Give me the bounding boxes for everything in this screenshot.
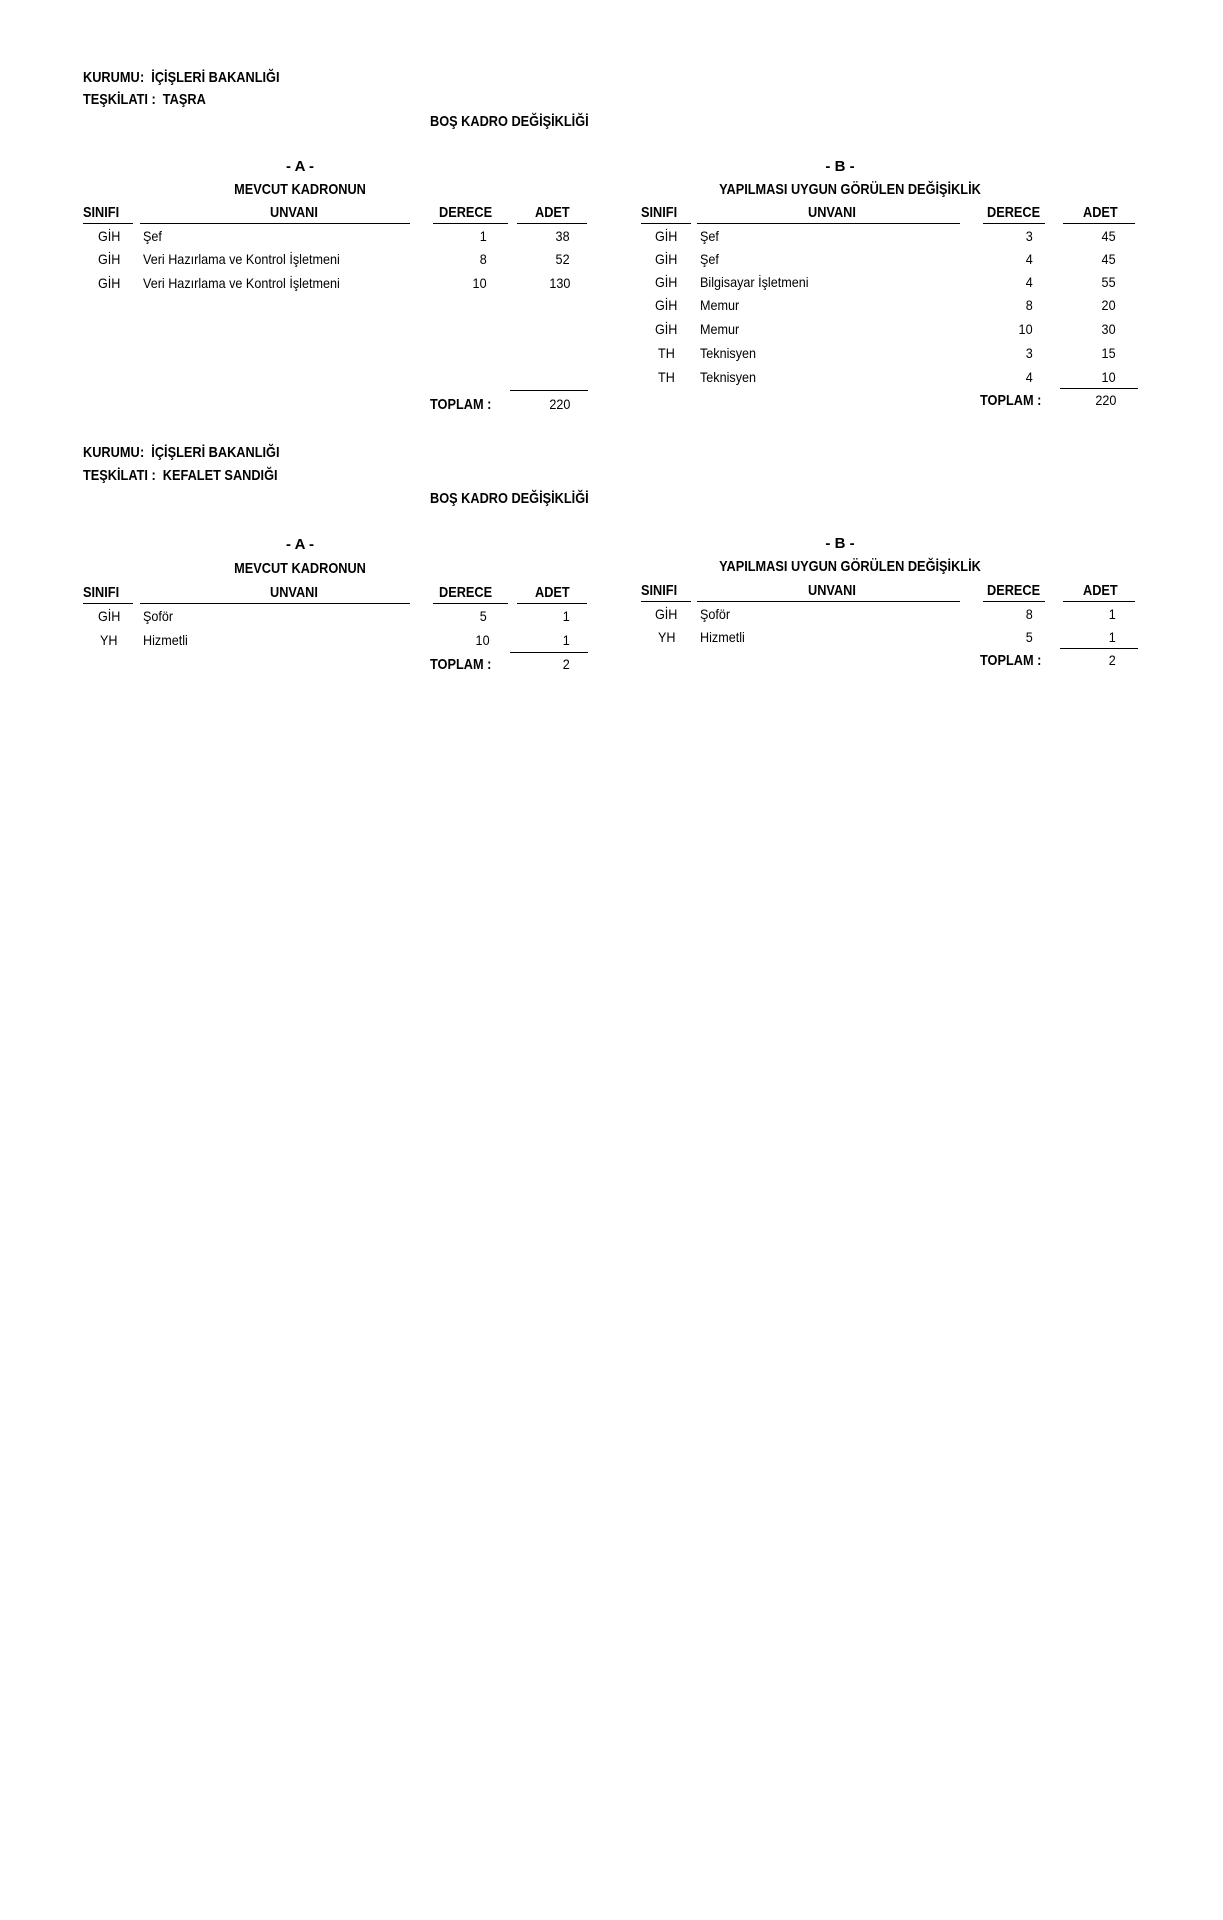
cell-derece: 10 xyxy=(472,275,487,291)
cell-derece: 4 xyxy=(1025,274,1033,290)
cell-derece: 8 xyxy=(1025,297,1033,313)
toplam-label: TOPLAM : xyxy=(980,392,1042,409)
cell-adet: 38 xyxy=(555,228,570,244)
cell-unvan: Şef xyxy=(700,228,719,244)
cell-derece: 10 xyxy=(475,632,490,648)
cell-derece: 4 xyxy=(1025,369,1033,385)
cell-adet: 52 xyxy=(555,251,570,267)
cell-unvan: Bilgisayar İşletmeni xyxy=(700,274,809,290)
cell-unvan: Hizmetli xyxy=(143,632,188,648)
teskilat-label: TEŞKİLATI xyxy=(83,467,148,484)
col-adet: ADET xyxy=(1083,204,1118,221)
cell-unvan: Memur xyxy=(700,297,740,313)
cell-adet: 1 xyxy=(1108,629,1116,645)
header-rule xyxy=(697,601,960,602)
toplam-value: 220 xyxy=(548,396,570,412)
cell-sinif: GİH xyxy=(655,228,678,244)
cell-adet: 1 xyxy=(562,632,570,648)
panel-a-marker: - A - xyxy=(285,158,315,175)
panel-b-heading: YAPILMASI UYGUN GÖRÜLEN DEĞİŞİKLİK xyxy=(719,558,981,575)
cell-derece: 8 xyxy=(479,251,487,267)
cell-unvan: Hizmetli xyxy=(700,629,745,645)
toplam-value: 220 xyxy=(1094,392,1116,408)
kurum-label: KURUMU xyxy=(83,444,140,461)
col-sinif: SINIFI xyxy=(641,582,678,599)
header-rule xyxy=(641,223,691,224)
cell-sinif: GİH xyxy=(655,606,678,622)
cell-sinif: GİH xyxy=(98,275,121,291)
page-title: BOŞ KADRO DEĞİŞİKLİĞİ xyxy=(430,490,589,507)
cell-derece: 1 xyxy=(479,228,487,244)
cell-adet: 20 xyxy=(1101,297,1116,313)
cell-derece: 3 xyxy=(1025,345,1033,361)
total-rule xyxy=(1060,648,1138,649)
header-rule xyxy=(517,603,587,604)
header-rule xyxy=(697,223,960,224)
col-sinif: SINIFI xyxy=(83,584,120,601)
header-rule xyxy=(1063,223,1135,224)
cell-sinif: YH xyxy=(100,632,118,648)
toplam-label: TOPLAM : xyxy=(430,396,492,413)
cell-adet: 130 xyxy=(548,275,570,291)
teskilat-label: TEŞKİLATI xyxy=(83,91,148,108)
cell-sinif: TH xyxy=(658,345,675,361)
header-rule xyxy=(517,223,587,224)
cell-sinif: TH xyxy=(658,369,675,385)
col-unvan: UNVANI xyxy=(808,582,856,599)
cell-unvan: Şoför xyxy=(700,606,731,622)
col-adet: ADET xyxy=(535,204,570,221)
cell-derece: 8 xyxy=(1025,606,1033,622)
teskilat-line: TEŞKİLATI : TAŞRA xyxy=(83,91,206,108)
teskilat-value: KEFALET SANDIĞI xyxy=(162,467,278,484)
col-sinif: SINIFI xyxy=(641,204,678,221)
teskilat-value: TAŞRA xyxy=(162,91,206,108)
cell-derece: 10 xyxy=(1018,321,1033,337)
panel-a-heading: MEVCUT KADRONUN xyxy=(234,560,366,577)
cell-derece: 5 xyxy=(1025,629,1033,645)
col-unvan: UNVANI xyxy=(808,204,856,221)
kurum-value: İÇİŞLERİ BAKANLIĞI xyxy=(151,444,280,461)
cell-unvan: Veri Hazırlama ve Kontrol İşletmeni xyxy=(143,251,340,267)
panel-b-marker: - B - xyxy=(825,535,855,552)
toplam-label: TOPLAM : xyxy=(980,652,1042,669)
cell-unvan: Memur xyxy=(700,321,740,337)
col-derece: DERECE xyxy=(987,204,1041,221)
header-rule xyxy=(433,603,508,604)
cell-adet: 45 xyxy=(1101,228,1116,244)
col-derece: DERECE xyxy=(439,204,493,221)
cell-adet: 45 xyxy=(1101,251,1116,267)
cell-sinif: GİH xyxy=(98,251,121,267)
toplam-value: 2 xyxy=(1108,652,1116,668)
cell-sinif: GİH xyxy=(655,274,678,290)
cell-adet: 1 xyxy=(562,608,570,624)
col-sinif: SINIFI xyxy=(83,204,120,221)
cell-unvan: Şef xyxy=(143,228,162,244)
header-rule xyxy=(140,223,410,224)
cell-unvan: Şef xyxy=(700,251,719,267)
kurum-value: İÇİŞLERİ BAKANLIĞI xyxy=(151,69,280,86)
cell-derece: 4 xyxy=(1025,251,1033,267)
toplam-value: 2 xyxy=(562,656,570,672)
cell-adet: 10 xyxy=(1101,369,1116,385)
toplam-label: TOPLAM : xyxy=(430,656,492,673)
kurum-label: KURUMU xyxy=(83,69,140,86)
kurum-line: KURUMU: İÇİŞLERİ BAKANLIĞI xyxy=(83,444,280,461)
cell-unvan: Teknisyen xyxy=(700,369,757,385)
cell-adet: 1 xyxy=(1108,606,1116,622)
page-title: BOŞ KADRO DEĞİŞİKLİĞİ xyxy=(430,113,589,130)
total-rule xyxy=(510,652,588,653)
header-rule xyxy=(83,223,133,224)
header-rule xyxy=(1063,601,1135,602)
cell-adet: 15 xyxy=(1101,345,1116,361)
panel-b-heading: YAPILMASI UYGUN GÖRÜLEN DEĞİŞİKLİK xyxy=(719,181,981,198)
cell-sinif: GİH xyxy=(98,228,121,244)
total-rule xyxy=(1060,388,1138,389)
col-adet: ADET xyxy=(535,584,570,601)
panel-a-marker: - A - xyxy=(285,536,315,553)
header-rule xyxy=(983,223,1045,224)
cell-sinif: YH xyxy=(658,629,676,645)
kurum-line: KURUMU: İÇİŞLERİ BAKANLIĞI xyxy=(83,69,280,86)
cell-sinif: GİH xyxy=(655,321,678,337)
cell-unvan: Teknisyen xyxy=(700,345,757,361)
cell-sinif: GİH xyxy=(655,297,678,313)
header-rule xyxy=(433,223,508,224)
cell-derece: 3 xyxy=(1025,228,1033,244)
cell-sinif: GİH xyxy=(655,251,678,267)
teskilat-line: TEŞKİLATI : KEFALET SANDIĞI xyxy=(83,467,278,484)
header-rule xyxy=(140,603,410,604)
cell-unvan: Şoför xyxy=(143,608,174,624)
cell-adet: 30 xyxy=(1101,321,1116,337)
col-unvan: UNVANI xyxy=(270,204,318,221)
col-derece: DERECE xyxy=(439,584,493,601)
cell-sinif: GİH xyxy=(98,608,121,624)
header-rule xyxy=(83,603,133,604)
col-adet: ADET xyxy=(1083,582,1118,599)
header-rule xyxy=(641,601,691,602)
cell-adet: 55 xyxy=(1101,274,1116,290)
panel-b-marker: - B - xyxy=(825,158,855,175)
cell-unvan: Veri Hazırlama ve Kontrol İşletmeni xyxy=(143,275,340,291)
panel-a-heading: MEVCUT KADRONUN xyxy=(234,181,366,198)
header-rule xyxy=(983,601,1045,602)
total-rule xyxy=(510,390,588,391)
col-derece: DERECE xyxy=(987,582,1041,599)
cell-derece: 5 xyxy=(479,608,487,624)
col-unvan: UNVANI xyxy=(270,584,318,601)
